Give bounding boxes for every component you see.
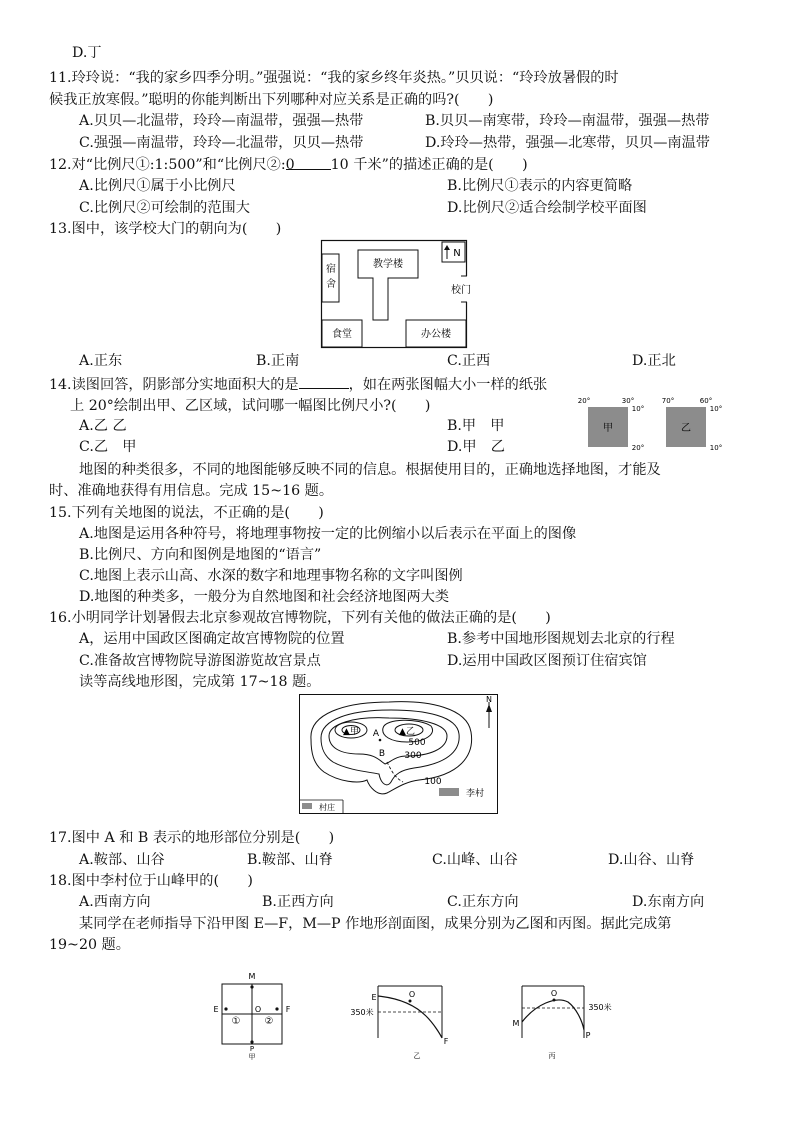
bing-profile-curve xyxy=(522,1000,584,1030)
dormitory xyxy=(322,254,339,302)
q13-option-d[interactable]: D.正北 xyxy=(632,353,676,369)
q11-stem-line2: 候我正放寒假。”聪明的你能判断出下列哪种对应关系是正确的吗?( ) xyxy=(49,92,494,108)
jia-area-2-label: ② xyxy=(264,1016,274,1027)
q16-option-b[interactable]: B.参考中国地形图规划去北京的行程 xyxy=(447,631,675,647)
contour-100-label: 100 xyxy=(424,777,442,787)
q17-option-c[interactable]: C.山峰、山谷 xyxy=(432,852,518,868)
q18-option-b[interactable]: B.正西方向 xyxy=(262,894,334,910)
q12-stem-tail: 10 千米”的描述正确的是( ) xyxy=(330,157,528,173)
q15-option-b[interactable]: B.比例尺、方向和图例是地图的“语言” xyxy=(79,547,322,563)
legend-village-label: 村庄 xyxy=(319,803,335,812)
q15-option-c[interactable]: C.地图上表示山高、水深的数字和地理事物名称的文字叫图例 xyxy=(79,568,463,584)
yi-lon-right: 60° xyxy=(699,397,713,405)
intro-19-line1: 某同学在老师指导下沿甲图 E—F，M—P 作地形剖面图，成果分别为乙图和丙图。据此完成第 xyxy=(79,916,672,932)
jia-name: 甲 xyxy=(603,423,613,434)
bing-caption: 丙 xyxy=(548,1052,556,1060)
jia-lon-left: 20° xyxy=(577,397,591,405)
north-label: N xyxy=(453,248,461,259)
q14-stem-line1 xyxy=(49,374,547,395)
figure-jia-grid xyxy=(206,968,298,1060)
school-map-figure xyxy=(321,240,471,348)
legend-village-symbol xyxy=(302,803,312,809)
q12-stem-text: 12.对“比例尺①:1:500”和“比例尺②: xyxy=(49,157,286,173)
figure-bing-profile xyxy=(508,982,618,1062)
jia-caption: 甲 xyxy=(248,1053,256,1061)
intro-15-line2: 时、准确地获得有用信息。完成 15~16 题。 xyxy=(49,483,334,499)
peak-yi-label: ▲乙 xyxy=(399,727,415,737)
q16-option-d[interactable]: D.运用中国政区图预订住宿宾馆 xyxy=(447,653,647,669)
office-label: 办公楼 xyxy=(421,329,451,340)
q18-stem: 18.图中李村位于山峰甲的( ) xyxy=(49,873,253,889)
yi-lon-left: 70° xyxy=(661,397,675,405)
q16-option-c[interactable]: C.准备故宫博物院导游图游览故宫景点 xyxy=(79,653,321,669)
canteen-label: 食堂 xyxy=(332,329,352,340)
q13-option-a[interactable]: A.正东 xyxy=(79,353,123,369)
point-p-dot xyxy=(250,1040,253,1043)
q17-option-d[interactable]: D.山谷、山脊 xyxy=(608,852,695,868)
jia-m-label: M xyxy=(248,972,256,981)
q11-option-b[interactable]: B.贝贝—南寒带，玲玲—南温带，强强—热带 xyxy=(425,113,710,129)
jia-lon-right: 30° xyxy=(621,397,635,405)
yi-e-label: E xyxy=(371,993,377,1002)
peak-jia-label: ▲甲 xyxy=(343,727,359,737)
jia-o-label: O xyxy=(254,1005,262,1014)
yi-name: 乙 xyxy=(681,423,691,434)
q16-stem: 16.小明同学计划暑假去北京参观故宫博物院，下列有关他的做法正确的是( ) xyxy=(49,610,551,626)
dorm-label-2: 舍 xyxy=(326,279,336,290)
yi-point-o-dot xyxy=(409,1000,412,1003)
dorm-label-1: 宿 xyxy=(326,264,336,275)
yi-f-label: F xyxy=(443,1037,449,1046)
yi-lat-bottom: 10° xyxy=(709,444,723,452)
q14-stem-line2: 上 20°绘制出甲、乙区域，试问哪一幅图比例尺小?( ) xyxy=(70,398,431,414)
point-f-dot xyxy=(275,1007,278,1010)
q18-option-c[interactable]: C.正东方向 xyxy=(447,894,519,910)
contour-300-label: 300 xyxy=(404,751,422,761)
yi-height-label: 350米 xyxy=(350,1008,374,1017)
point-a-label: A xyxy=(372,729,380,739)
yi-o-label: O xyxy=(408,990,416,999)
q14-answer-blank[interactable] xyxy=(299,374,349,389)
q16-option-a[interactable]: A，运用中国政区图确定故宫博物院的位置 xyxy=(79,631,345,647)
point-b-label: B xyxy=(378,749,386,759)
bing-o-label: O xyxy=(550,989,558,998)
q14-option-a[interactable]: A.乙 乙 xyxy=(79,418,127,434)
q12-scale-zero: 0 xyxy=(285,157,295,173)
q17-option-a[interactable]: A.鞍部、山谷 xyxy=(79,852,165,868)
q11-stem-line1: 11.玲玲说：“我的家乡四季分明。”强强说：“我的家乡终年炎热。”贝贝说：“玲玲放暑假的时 xyxy=(49,70,619,86)
point-a-dot xyxy=(379,739,382,742)
q12-option-a[interactable]: A.比例尺①属于小比例尺 xyxy=(79,178,236,194)
q12-option-b[interactable]: B.比例尺①表示的内容更简略 xyxy=(447,178,633,194)
contour-north-label: N xyxy=(486,695,492,704)
q15-stem: 15.下列有关地图的说法，不正确的是( ) xyxy=(49,505,324,521)
intro-17: 读等高线地形图，完成第 17~18 题。 xyxy=(79,674,321,690)
intro-15-line1: 地图的种类很多，不同的地图能够反映不同的信息。根据使用目的，正确地选择地图，才能及 xyxy=(79,462,661,478)
li-village-symbol xyxy=(439,788,459,796)
intro-19-line2: 19~20 题。 xyxy=(49,937,130,953)
contour-500-label: 500 xyxy=(408,738,426,748)
jia-f-label: F xyxy=(285,1005,291,1014)
q10-option-d: D.丁 xyxy=(72,45,102,61)
q11-option-c[interactable]: C.强强—南温带，玲玲—北温带，贝贝—热带 xyxy=(79,135,364,151)
q12-stem xyxy=(49,155,528,175)
q13-option-b[interactable]: B.正南 xyxy=(256,353,300,369)
q13-stem: 13.图中，该学校大门的朝向为( ) xyxy=(49,221,282,237)
teaching-building-label: 教学楼 xyxy=(373,259,403,270)
q12-option-c[interactable]: C.比例尺②可绘制的范围大 xyxy=(79,200,250,216)
gate-label: 校门 xyxy=(451,285,471,296)
jia-e-label: E xyxy=(213,1005,219,1014)
q11-option-a[interactable]: A.贝贝—北温带，玲玲—南温带，强强—热带 xyxy=(79,113,364,129)
q17-option-b[interactable]: B.鞍部、山脊 xyxy=(247,852,333,868)
q14-stem-text: 14.读图回答，阴影部分实地面积大的是 xyxy=(49,377,299,393)
li-village-label: 李村 xyxy=(465,789,485,799)
point-e-dot xyxy=(224,1007,227,1010)
q12-option-d[interactable]: D.比例尺②适合绘制学校平面图 xyxy=(447,200,647,216)
yi-lat-top: 10° xyxy=(709,405,723,413)
q14-stem-tail: ，如在两张图幅大小一样的纸张 xyxy=(348,377,548,393)
q14-option-b[interactable]: B.甲 甲 xyxy=(447,418,505,434)
q17-stem: 17.图中 A 和 B 表示的地形部位分别是( ) xyxy=(49,830,335,846)
q11-option-d[interactable]: D.玲玲—热带，强强—北寒带，贝贝—南温带 xyxy=(425,135,710,151)
lat-lon-figures xyxy=(576,394,726,456)
yi-caption: 乙 xyxy=(413,1052,421,1060)
q13-option-c[interactable]: C.正西 xyxy=(447,353,491,369)
q15-option-a[interactable]: A.地图是运用各种符号，将地理事物按一定的比例缩小以后表示在平面上的图像 xyxy=(79,526,577,542)
bing-point-o-dot xyxy=(553,999,556,1002)
q15-option-d[interactable]: D.地图的种类多，一般分为自然地图和社会经济地图两大类 xyxy=(79,589,450,605)
q14-option-c[interactable]: C.乙 甲 xyxy=(79,439,137,455)
figure-yi-profile xyxy=(342,982,452,1062)
q14-option-d[interactable]: D.甲 乙 xyxy=(447,439,505,455)
bing-p-label: P xyxy=(585,1031,591,1040)
jia-area-1-label: ① xyxy=(231,1016,241,1027)
jia-lat-bottom: 20° xyxy=(631,444,645,452)
bing-height-label: 350米 xyxy=(588,1003,612,1012)
jia-p-label: P xyxy=(249,1045,255,1053)
q18-option-a[interactable]: A.西南方向 xyxy=(79,894,151,910)
q18-option-d[interactable]: D.东南方向 xyxy=(632,894,705,910)
contour-map-figure xyxy=(299,694,498,814)
q12-scale-bar xyxy=(285,155,331,173)
jia-lat-top: 10° xyxy=(631,405,645,413)
point-m-dot xyxy=(250,985,253,988)
bing-m-label: M xyxy=(512,1019,520,1028)
